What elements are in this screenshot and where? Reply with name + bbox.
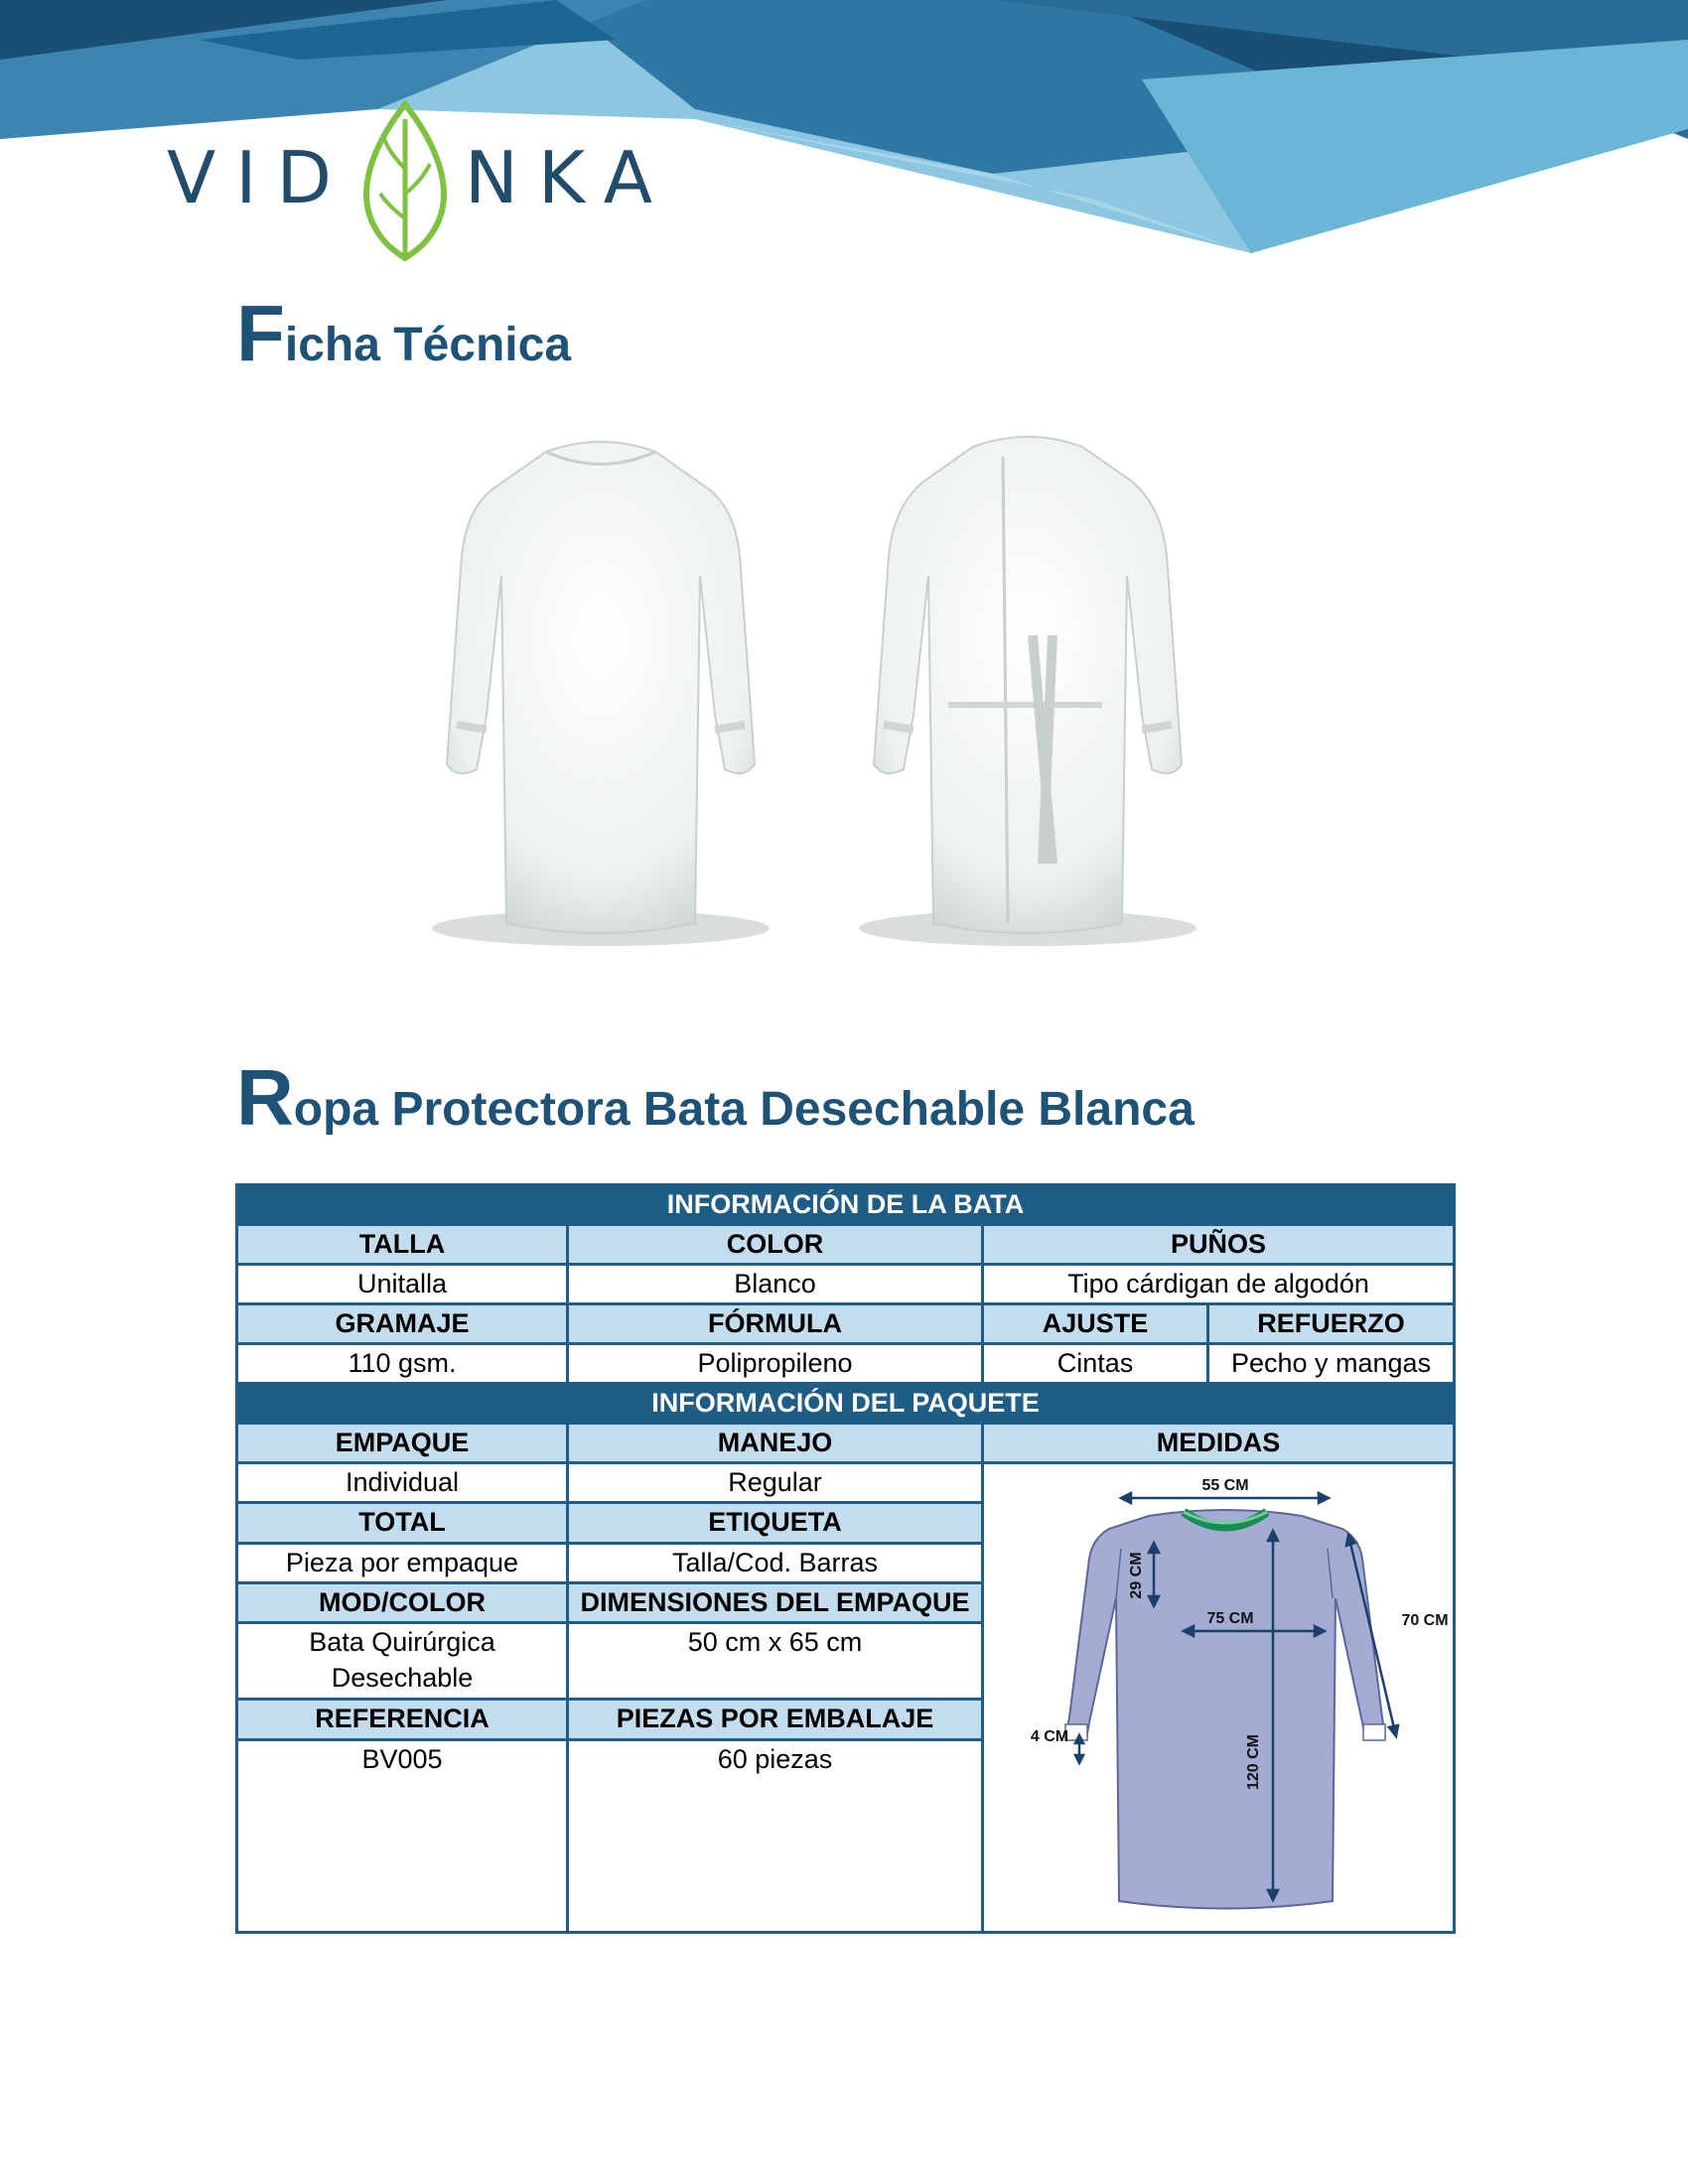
table-row: [237, 1424, 1455, 1463]
table-row: [237, 1185, 1455, 1225]
product-title-rest: opa Protectora Bata Desechable Blanca: [293, 1083, 1195, 1136]
gramaje-header: GRAMAJE: [237, 1304, 568, 1344]
etiqueta-header: ETIQUETA: [568, 1503, 983, 1543]
ajuste-value: Cintas: [983, 1344, 1208, 1384]
logo-text-left: VID: [167, 136, 352, 219]
color-value: Blanco: [568, 1265, 983, 1304]
page-title-initial: F: [236, 289, 285, 377]
piezas-header: PIEZAS POR EMBALAJE: [568, 1700, 983, 1739]
vidanka-logo: [167, 94, 683, 263]
logo-text-right: NKA: [465, 136, 673, 219]
page-title: [236, 288, 571, 379]
talla-value: Unitalla: [237, 1265, 568, 1304]
leaf-icon: [351, 99, 460, 263]
width-label: 55 CM: [1201, 1477, 1249, 1494]
total-header: TOTAL: [237, 1503, 568, 1543]
page-title-rest: icha Técnica: [284, 319, 572, 371]
referencia-header: REFERENCIA: [237, 1700, 568, 1739]
product-title: [236, 1052, 1195, 1144]
talla-header: TALLA: [237, 1225, 568, 1265]
empaque-header: EMPAQUE: [237, 1424, 568, 1463]
referencia-value: BV005: [237, 1739, 568, 1932]
table-row: [237, 1265, 1455, 1304]
total-value: Pieza por empaque: [237, 1543, 568, 1582]
modcolor-header: MOD/COLOR: [237, 1582, 568, 1622]
section-package-info: INFORMACIÓN DEL PAQUETE: [237, 1384, 1455, 1424]
formula-value: Polipropileno: [568, 1344, 983, 1384]
medidas-header: MEDIDAS: [983, 1424, 1455, 1463]
shoulder-label: 29 CM: [1128, 1552, 1145, 1599]
refuerzo-value: Pecho y mangas: [1208, 1344, 1455, 1384]
modcolor-value-line1: Bata Quirúrgica: [309, 1627, 495, 1657]
spec-table: [235, 1183, 1456, 1934]
table-row: [237, 1344, 1455, 1384]
table-row: [237, 1225, 1455, 1265]
piezas-value: 60 piezas: [568, 1739, 983, 1932]
gramaje-value: 110 gsm.: [237, 1344, 568, 1384]
length-label: 120 CM: [1245, 1733, 1262, 1791]
dimensiones-value: 50 cm x 65 cm: [568, 1623, 983, 1700]
product-title-initial: R: [236, 1053, 294, 1142]
color-header: COLOR: [568, 1225, 983, 1265]
refuerzo-header: REFUERZO: [1208, 1304, 1455, 1344]
gown-front-photo: [432, 442, 770, 946]
empaque-value: Individual: [237, 1463, 568, 1503]
punos-header: PUÑOS: [983, 1225, 1455, 1265]
formula-header: FÓRMULA: [568, 1304, 983, 1344]
gown-diagram: [990, 1464, 1461, 1931]
modcolor-value: [237, 1623, 568, 1700]
manejo-value: Regular: [568, 1463, 983, 1503]
manejo-header: MANEJO: [568, 1424, 983, 1463]
cuff-label: 4 CM: [1030, 1728, 1069, 1745]
table-row: [237, 1304, 1455, 1344]
ajuste-header: AJUSTE: [983, 1304, 1208, 1344]
dimensiones-header: DIMENSIONES DEL EMPAQUE: [568, 1582, 983, 1622]
etiqueta-value: Talla/Cod. Barras: [568, 1543, 983, 1582]
chest-label: 75 CM: [1206, 1610, 1254, 1627]
modcolor-value-line2: Desechable: [331, 1663, 474, 1693]
sleeve-label: 70 CM: [1401, 1612, 1449, 1629]
punos-value: Tipo cárdigan de algodón: [983, 1265, 1455, 1304]
table-row: [237, 1384, 1455, 1424]
measurements-diagram: [983, 1463, 1455, 1933]
section-gown-info: INFORMACIÓN DE LA BATA: [237, 1185, 1455, 1225]
gown-photos: [407, 427, 1261, 963]
gown-back-photo: [859, 437, 1196, 946]
table-row: [237, 1463, 1455, 1503]
